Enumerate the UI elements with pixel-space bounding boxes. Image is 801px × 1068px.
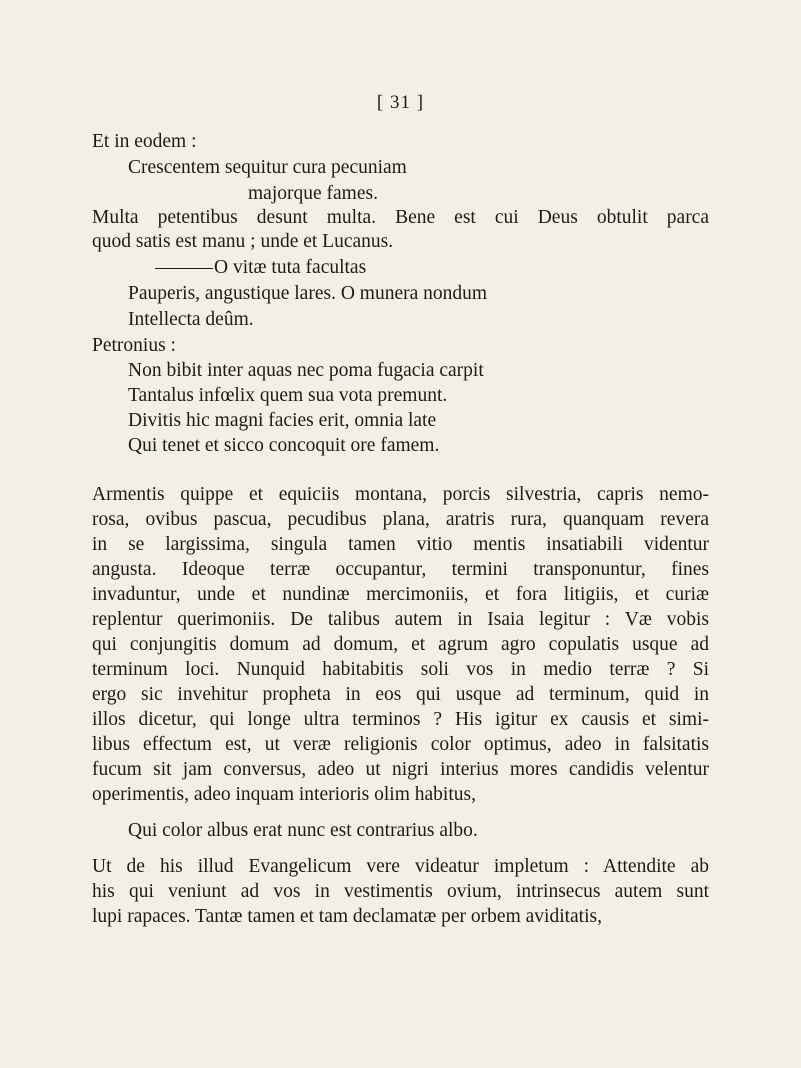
verse-line: Tantalus infœlix quem sua vota premunt. [128, 385, 448, 406]
text-line: rosa, ovibus pascua, pecudibus plana, aratris rura, quanquam revera [92, 509, 709, 530]
verse-line: Crescentem sequitur cura pecuniam [128, 157, 407, 178]
text-line: ergo sic invehitur propheta in eos qui usque ad terminum, quid in [92, 684, 709, 705]
verse-line: Qui color albus erat nunc est contrarius albo. [128, 820, 478, 841]
text-line: invaduntur, unde et nundinæ mercimoniis, et fora litigiis, et curiæ [92, 584, 709, 605]
verse-line: majorque fames. [248, 183, 378, 204]
text-line: libus effectum est, ut veræ religionis color optimus, adeo in falsitatis [92, 734, 709, 755]
page-number: [ 31 ] [376, 92, 425, 113]
verse-line: Intellecta deûm. [128, 309, 254, 330]
em-dash-rule [155, 268, 213, 269]
text-line: in se largissima, singula tamen vitio mentis insatiabili videntur [92, 534, 709, 555]
text-line: angusta. Ideoque terræ occupantur, termini transponuntur, fines [92, 559, 709, 580]
verse-line: Non bibit inter aquas nec poma fugacia carpit [128, 360, 484, 381]
verse-line: Qui tenet et sicco concoquit ore famem. [128, 435, 440, 456]
text-line: Multa petentibus desunt multa. Bene est cui Deus obtulit parca [92, 207, 709, 228]
verse-line [155, 256, 366, 280]
text-line: Armentis quippe et equiciis montana, porcis silvestria, capris nemo- [92, 484, 709, 505]
verse-text: O vitæ tuta facultas [214, 257, 367, 278]
text-line: quod satis est manu ; unde et Lucanus. [92, 231, 394, 252]
verse-line: Divitis hic magni facies erit, omnia late [128, 410, 437, 431]
text-line: qui conjungitis domum ad domum, et agrum agro copulatis usque ad [92, 634, 709, 655]
speaker-label: Petronius : [92, 335, 176, 356]
text-line: lupi rapaces. Tantæ tamen et tam declamatæ per orbem aviditatis, [92, 906, 602, 927]
text-line: illos dicetur, qui longe ultra terminos ? His igitur ex causis et simi- [92, 709, 709, 730]
text-line: terminum loci. Nunquid habitabitis soli vos in medio terræ ? Si [92, 659, 709, 680]
verse-line: Pauperis, angustique lares. O munera nondum [128, 283, 488, 304]
text-line: operimentis, adeo inquam interioris olim habitus, [92, 784, 476, 805]
text-line: Et in eodem : [92, 131, 197, 152]
text-line: fucum sit jam conversus, adeo ut nigri interius mores candidis velentur [92, 759, 709, 780]
text-line: replentur querimoniis. De talibus autem in Isaia legitur : Væ vobis [92, 609, 709, 630]
text-line: his qui veniunt ad vos in vestimentis ovium, intrinsecus autem sunt [92, 881, 709, 902]
text-line: Ut de his illud Evangelicum vere videatur impletum : Attendite ab [92, 856, 709, 877]
